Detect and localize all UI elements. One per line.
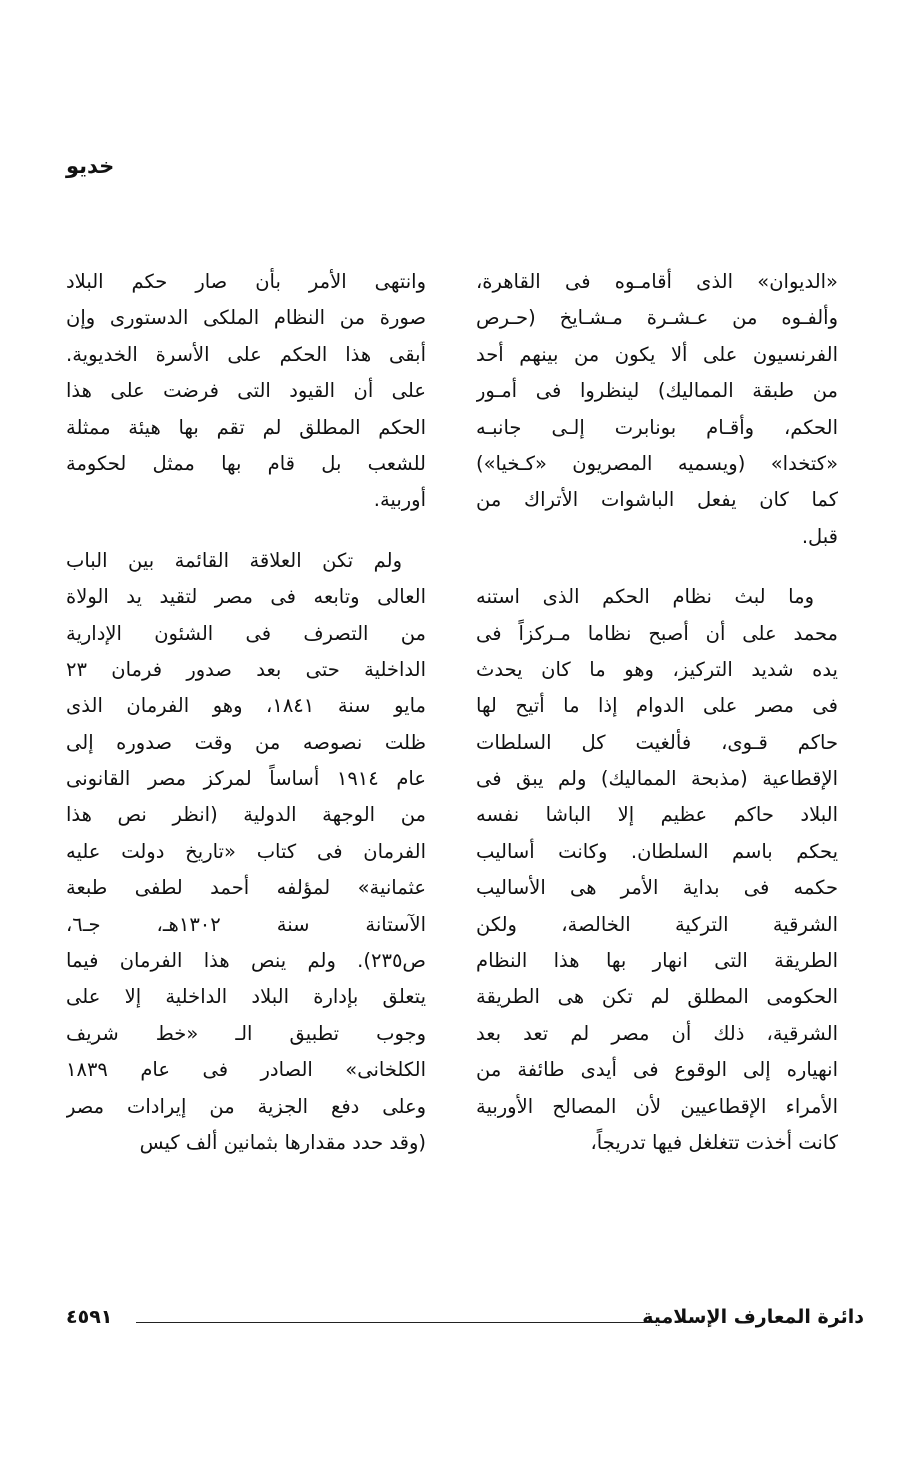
text-line: الحكم المطلق لم تقم بها هيئة ممثلة: [66, 415, 426, 439]
text-line: من التصرف فى الشئون الإدارية: [66, 621, 426, 645]
text-line: من الوجهة الدولية (انظر نص هذا: [66, 803, 426, 827]
text-line: أبقى هذا الحكم على الأسرة الخديوية.: [66, 342, 426, 366]
text-line: ص٢٣٥). ولم ينص هذا الفرمان فيما: [66, 949, 426, 973]
text-line: وانتهى الأمر بأن صار حكم البلاد: [66, 270, 426, 293]
text-line: وما لبث نظام الحكم الذى استنه: [476, 585, 814, 609]
paragraph-gap: [66, 519, 426, 543]
text-line: الطريقة التى انهار بها هذا النظام: [476, 949, 838, 973]
text-line: حكمه فى بداية الأمر هى الأساليب: [476, 876, 838, 900]
text-line: وجوب تطبيق الـ «خط شريف: [66, 1021, 426, 1045]
text-line: الداخلية حتى بعد صدور فرمان ٢٣: [66, 657, 426, 681]
right-text-column: [476, 264, 838, 1161]
text-line: الحكم، وأقـام بونابرت إلـى جانبـه: [476, 415, 838, 439]
text-line: (وقد حدد مقدارها بثمانين ألف كيس: [139, 1130, 426, 1154]
paragraph: [66, 264, 426, 519]
text-line: فى مصر على الدوام إذا ما أتيح لها: [476, 694, 838, 718]
text-line: الآستانة سنة ١٣٠٢هـ، جـ٦،: [66, 912, 426, 936]
text-line: مايو سنة ١٨٤١، وهو الفرمان الذى: [66, 694, 426, 718]
footer-rule: [136, 1322, 650, 1323]
text-line: العالى وتابعه فى مصر لتقيد يد الولاة: [66, 585, 426, 609]
text-line: أوربية.: [373, 488, 426, 512]
text-line: عام ١٩١٤ أساساً لمركز مصر القانونى: [66, 767, 426, 791]
text-line: «الديوان» الذى أقامـوه فى القاهرة،: [476, 270, 838, 293]
text-line: حاكم قـوى، فألغيت كل السلطات: [476, 730, 838, 754]
text-line: يحكم باسم السلطان. وكانت أساليب: [476, 839, 838, 863]
text-line: عثمانية» لمؤلفه أحمد لطفى طبعة: [66, 876, 426, 900]
text-line: «كتخدا» (ويسميه المصريون «كـخيا»): [476, 451, 838, 475]
text-line: على أن القيود التى فرضت على هذا: [66, 379, 426, 403]
running-head-title: خديو: [66, 154, 115, 178]
text-line: قبل.: [801, 524, 838, 548]
paragraph: [66, 543, 426, 1162]
text-line: ظلت نصوصه من وقت صدوره إلى: [66, 730, 426, 754]
text-line: ولم تكن العلاقة القائمة بين الباب: [66, 548, 402, 572]
text-line: صورة من النظام الملكى الدستورى وإن: [66, 306, 426, 330]
text-line: من طبقة المماليك) لينظروا فى أمـور: [476, 379, 838, 403]
page-number: ٤٥٩١: [66, 1306, 113, 1328]
paragraph: [476, 579, 838, 1161]
text-line: الحكومى المطلق لم تكن هى الطريقة: [476, 985, 838, 1009]
text-line: وعلى دفع الجزية من إيرادات مصر: [66, 1094, 426, 1118]
text-line: الفرنسيون على ألا يكون من بينهم أحد: [476, 342, 838, 366]
text-line: كما كان يفعل الباشوات الأتراك من: [476, 488, 838, 512]
text-line: انهياره إلى الوقوع فى أيدى طائفة من: [476, 1058, 838, 1082]
text-line: للشعب بل قام بها ممثل لحكومة: [66, 451, 426, 475]
page-footer: [66, 1306, 864, 1330]
text-line: وألفـوه من عـشـرة مـشـايخ (حـرص: [476, 306, 838, 330]
text-line: الكلخانى» الصادر فى عام ١٨٣٩: [66, 1058, 426, 1082]
text-line: الفرمان فى كتاب «تاريخ دولت عليه: [66, 839, 426, 863]
text-line: محمد على أن أصبح نظاما مـركزاً فى: [476, 621, 838, 645]
text-line: كانت أخذت تتغلغل فيها تدريجاً،: [590, 1130, 838, 1154]
text-line: الأمراء الإقطاعيين لأن المصالح الأوربية: [476, 1094, 838, 1118]
footer-publication-title: دائرة المعارف الإسلامية: [642, 1306, 864, 1328]
paragraph-gap: [476, 555, 838, 579]
left-text-column: [66, 264, 426, 1161]
text-line: يده شديد التركيز، وهو ما كان يحدث: [476, 657, 838, 681]
text-line: الشرقية، ذلك أن مصر لم تعد بعد: [476, 1021, 838, 1045]
text-line: الإقطاعية (مذبحة المماليك) ولم يبق فى: [476, 767, 838, 791]
text-line: يتعلق بإدارة البلاد الداخلية إلا على: [66, 985, 426, 1009]
text-line: الشرقية التركية الخالصة، ولكن: [476, 912, 838, 936]
paragraph: [476, 264, 838, 555]
text-line: البلاد حاكم عظيم إلا الباشا نفسه: [476, 803, 838, 827]
